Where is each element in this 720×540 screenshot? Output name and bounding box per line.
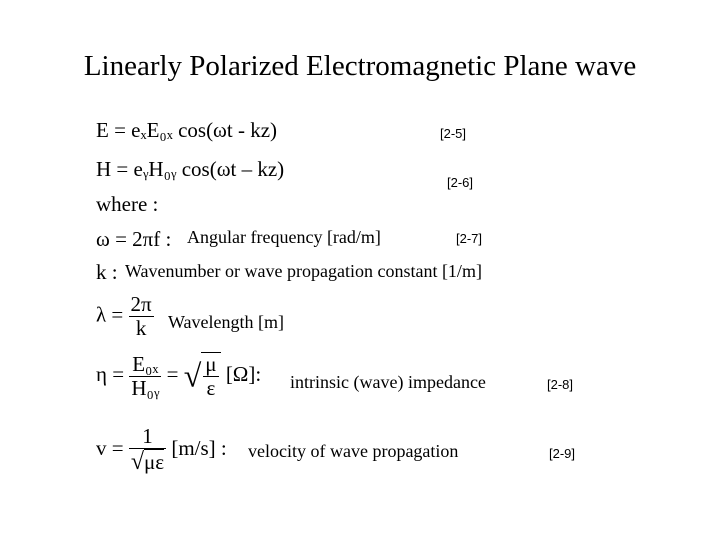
v-equation — [96, 425, 227, 475]
eta-equation — [96, 352, 261, 400]
ref-2-8: [2-8] — [547, 377, 574, 392]
eta-denominator: H₀ᵧ — [131, 375, 160, 400]
eta-label: intrinsic (wave) impedance — [290, 372, 486, 392]
omega-label: Angular frequency [rad/m] — [187, 227, 381, 247]
lambda-fraction — [129, 293, 154, 340]
lambda-label: Wavelength [m] — [168, 312, 285, 332]
sqrt-icon: √ — [183, 357, 202, 394]
v-sqrt-body: με — [144, 450, 165, 475]
v-unit: [m/s] : — [171, 436, 227, 461]
v-numerator: 1 — [129, 425, 166, 449]
sqrt-icon: √ — [130, 449, 145, 476]
eta-lhs: η = — [96, 361, 125, 386]
ref-2-9: [2-9] — [549, 446, 576, 461]
h-field-equation: H = eᵧH₀ᵧ cos(ωt – kz) — [96, 157, 285, 181]
ref-2-6: [2-6] — [447, 175, 474, 190]
eta-sqrt-fraction — [203, 353, 218, 400]
v-lhs: v = — [96, 436, 124, 461]
lambda-denominator: k — [135, 316, 147, 341]
eta-numerator: E₀ₓ — [129, 353, 161, 377]
eta-unit: [Ω]: — [225, 361, 262, 386]
ref-2-7: [2-7] — [456, 231, 483, 246]
where-label: where : — [96, 192, 159, 216]
lambda-lhs: λ = — [96, 302, 124, 327]
k-equation: k : — [96, 260, 118, 284]
ref-2-5: [2-5] — [440, 126, 467, 141]
eta-equals: = — [166, 361, 179, 386]
eta-fraction — [129, 353, 161, 400]
eta-sqrt — [184, 352, 221, 400]
e-field-equation: E = eₓE₀ₓ cos(ωt - kz) — [96, 118, 278, 142]
v-label: velocity of wave propagation — [248, 441, 459, 461]
lambda-numerator: 2π — [130, 292, 152, 316]
slide-title: Linearly Polarized Electromagnetic Plane wave — [83, 50, 637, 82]
lambda-equation — [96, 293, 154, 340]
v-fraction — [129, 425, 166, 475]
omega-equation: ω = 2πf : — [96, 227, 172, 251]
k-label: Wavenumber or wave propagation constant [1/m] — [125, 261, 482, 281]
eta-sqrt-denominator: ε — [206, 376, 216, 401]
v-denominator — [129, 449, 166, 475]
eta-sqrt-numerator: μ — [205, 352, 217, 376]
